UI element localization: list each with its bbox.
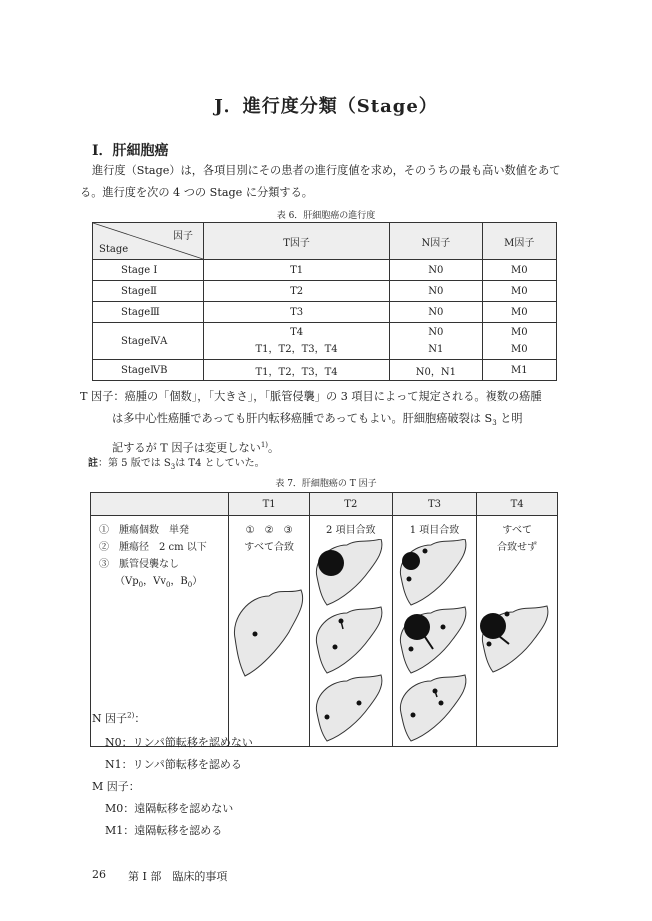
stage-cell: StageⅡ bbox=[93, 281, 204, 302]
m1-definition: M1：遠隔転移を認める bbox=[105, 824, 223, 837]
stage-cell: StageⅣA bbox=[93, 323, 204, 360]
n-factor-header: N因子 bbox=[390, 223, 482, 260]
m-cell: M0 bbox=[482, 260, 556, 281]
n-cell: N0 bbox=[390, 260, 482, 281]
table7-caption: 表 7．肝細胞癌の T 因子 bbox=[275, 479, 377, 489]
n-cell: N0 bbox=[390, 281, 482, 302]
liver-icon bbox=[393, 539, 475, 746]
n1-definition: N1：リンパ節転移を認める bbox=[105, 758, 242, 771]
t-factor-header: T因子 bbox=[204, 223, 390, 260]
subsection-title: I．肝細胞癌 bbox=[92, 143, 169, 159]
liver-icon bbox=[477, 556, 555, 746]
table-row bbox=[93, 323, 557, 360]
criterion: ③ 脈管侵襲なし bbox=[99, 559, 179, 570]
n0-definition: N0：リンパ節転移を認めない bbox=[105, 736, 253, 749]
t3-cell bbox=[392, 516, 477, 747]
table-row bbox=[93, 302, 557, 323]
t-factor-line-3: 記するが T 因子は変更しない bbox=[112, 441, 261, 455]
criterion: ① 腫瘍個数 単発 bbox=[99, 525, 189, 536]
n-value: N1 bbox=[428, 344, 444, 355]
m-cell bbox=[482, 323, 556, 360]
t2-cell bbox=[309, 516, 392, 747]
n-cell: N0，N1 bbox=[390, 360, 482, 381]
table6-caption: 表 6．肝細胞癌の進行度 bbox=[276, 211, 376, 221]
liver-icon bbox=[229, 556, 307, 746]
t3-figures bbox=[393, 539, 477, 746]
t-cell: T2 bbox=[204, 281, 390, 302]
t1-text: ① ② ③ すべて合致 bbox=[244, 525, 295, 553]
t-factor-line-2-end: と明 bbox=[496, 412, 523, 425]
t2-text: 2 項目合致 bbox=[326, 525, 376, 536]
t-factor-line-3-end: 。 bbox=[268, 441, 280, 455]
m-value: M0 bbox=[510, 327, 528, 338]
intro-line-1: 進行度（Stage）は，各項目別にその患者の進行度値を求め，そのうちの最も高い数値をあて bbox=[92, 164, 561, 177]
page-number: 26 bbox=[92, 868, 106, 881]
t2-figures bbox=[310, 539, 392, 746]
running-footer: 第 I 部 臨床的事項 bbox=[128, 870, 228, 883]
n-value: N0 bbox=[428, 327, 444, 338]
stage-cell: StageⅢ bbox=[93, 302, 204, 323]
t-factor-table bbox=[90, 492, 558, 747]
intro-line-2: る。進行度を次の 4 つの Stage に分類する。 bbox=[80, 186, 313, 199]
m-factor-heading: M 因子： bbox=[92, 780, 140, 793]
table-row bbox=[93, 260, 557, 281]
t-factor-line-2: は多中心性癌腫であっても肝内転移癌腫であってもよい。肝細胞癌破裂は S bbox=[112, 412, 493, 425]
note-text: ：第 5 版では S bbox=[98, 458, 171, 469]
n-factor-heading: N 因子$^{2)}$： bbox=[92, 711, 146, 725]
t-cell: T3 bbox=[204, 302, 390, 323]
note bbox=[88, 454, 265, 471]
note-label: 註 bbox=[88, 458, 98, 469]
t-value: T1，T2，T3，T4 bbox=[255, 344, 338, 355]
corner-factor-label: 因子 bbox=[173, 231, 193, 242]
m-cell: M0 bbox=[482, 281, 556, 302]
m-cell: M1 bbox=[482, 360, 556, 381]
t1-header: T1 bbox=[229, 493, 310, 516]
t1-cell bbox=[229, 516, 310, 747]
criterion: ② 腫瘍径 2 cm 以下 bbox=[99, 542, 207, 553]
stage-cell: StageⅣB bbox=[93, 360, 204, 381]
n-cell bbox=[390, 323, 482, 360]
t-cell bbox=[204, 323, 390, 360]
m-value: M0 bbox=[510, 344, 528, 355]
subscript: 3 bbox=[492, 419, 497, 428]
t-cell: T1 bbox=[204, 260, 390, 281]
t3-header: T3 bbox=[392, 493, 477, 516]
t4-figures bbox=[477, 556, 557, 746]
t3-text: 1 項目合致 bbox=[409, 525, 460, 536]
t4-header: T4 bbox=[477, 493, 558, 516]
section-title: J．進行度分類（Stage） bbox=[214, 96, 438, 117]
t-factor-label: T 因子： bbox=[80, 390, 125, 403]
t-cell: T1，T2，T3，T4 bbox=[204, 360, 390, 381]
m-factor-header: M因子 bbox=[482, 223, 556, 260]
t-value: T4 bbox=[290, 327, 304, 338]
t1-figures bbox=[229, 556, 309, 746]
corner-stage-label: Stage bbox=[99, 244, 129, 255]
t-factor-line-1: 癌腫の「個数」，「大きさ」，「脈管侵襲」の 3 項目によって規定される。複数の癌腫 bbox=[124, 390, 542, 403]
stage-cell: Stage I bbox=[93, 260, 204, 281]
criterion-detail: （$Vp_0$，$Vv_0$，$B_0$） bbox=[115, 576, 203, 589]
blank-header bbox=[91, 493, 229, 516]
m0-definition: M0：遠隔転移を認めない bbox=[105, 802, 234, 815]
t4-cell bbox=[477, 516, 558, 747]
m-cell: M0 bbox=[482, 302, 556, 323]
t4-text: すべて 合致せず bbox=[497, 525, 538, 553]
table-row bbox=[93, 281, 557, 302]
subscript: 3 bbox=[170, 463, 176, 471]
note-text-end: は T4 としていた。 bbox=[175, 458, 265, 469]
t2-header: T2 bbox=[309, 493, 392, 516]
stage-table bbox=[92, 222, 557, 381]
liver-icon bbox=[310, 539, 390, 746]
table-row bbox=[93, 360, 557, 381]
reference-sup: 1) bbox=[260, 441, 269, 450]
corner-header bbox=[93, 223, 204, 260]
t-factor-note bbox=[80, 386, 580, 460]
n-cell: N0 bbox=[390, 302, 482, 323]
